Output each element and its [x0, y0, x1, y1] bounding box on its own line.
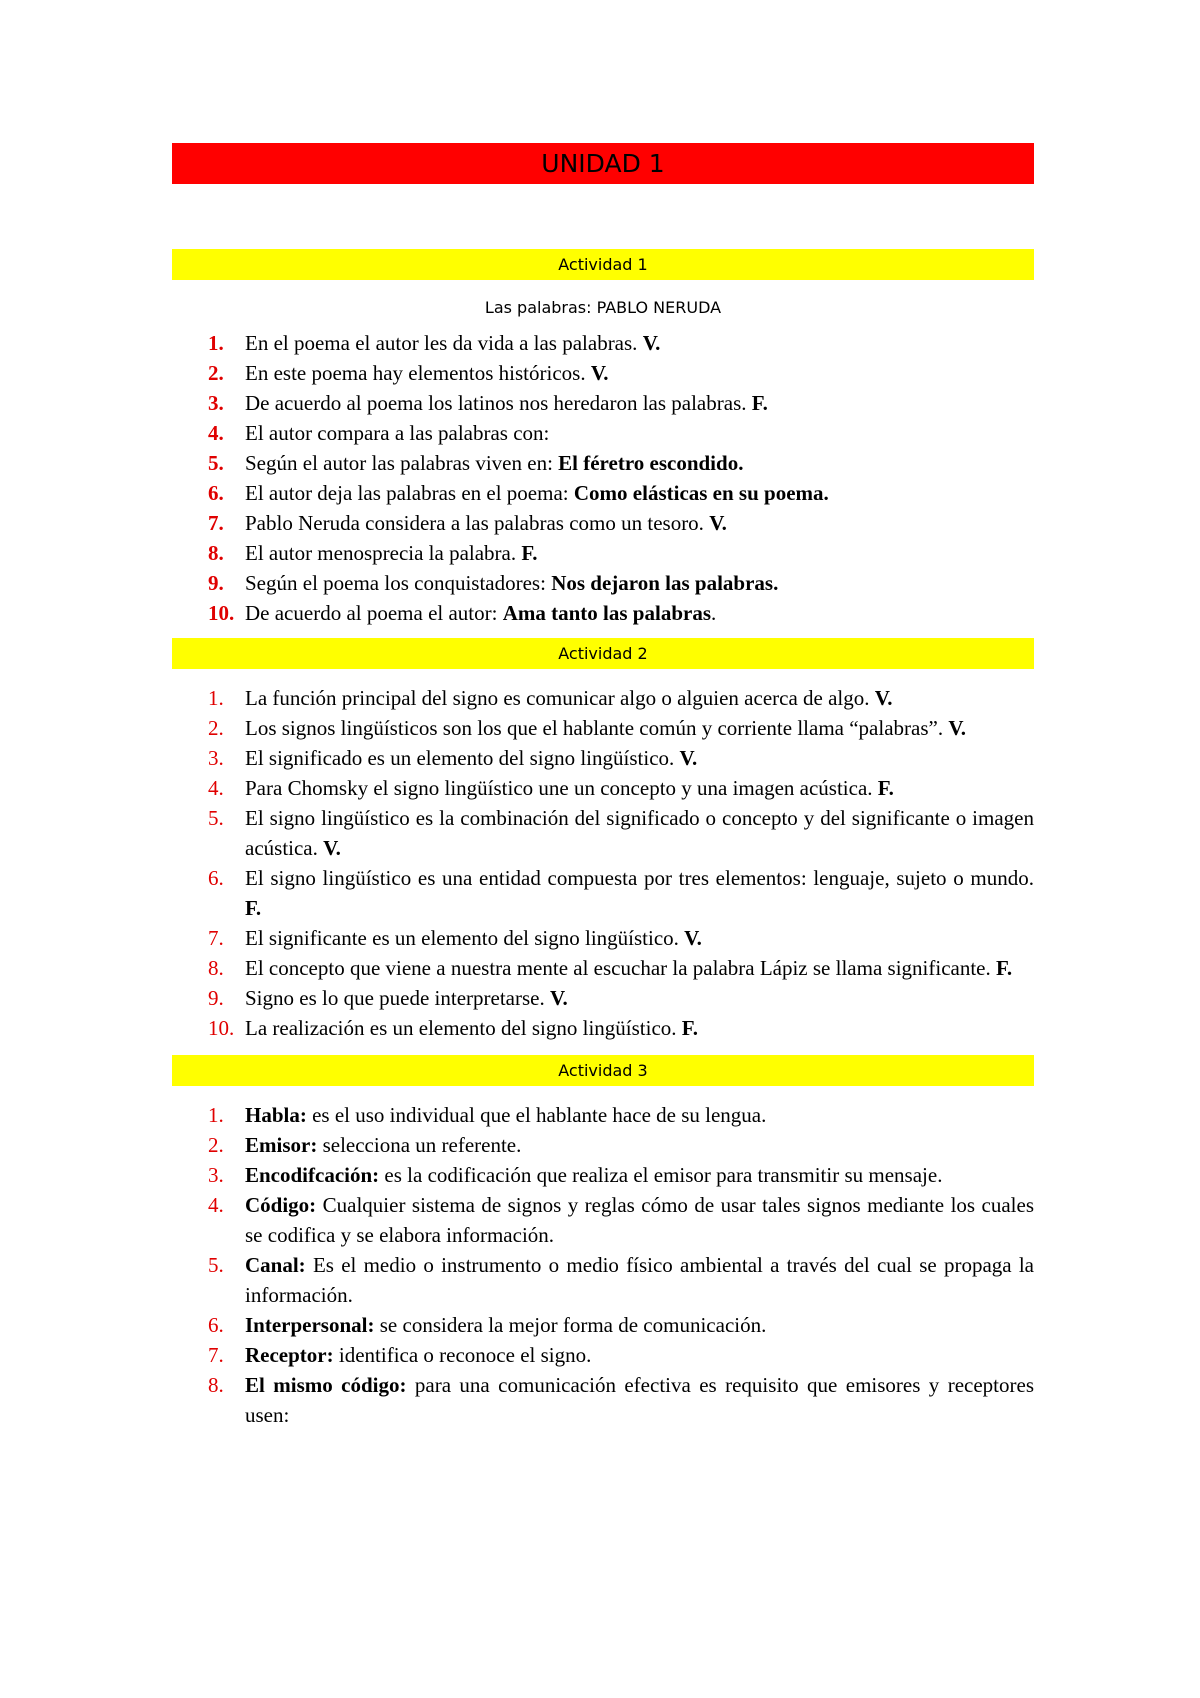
item-text: se considera la mejor forma de comunicación. [374, 1313, 767, 1337]
item-answer: F. [877, 776, 894, 800]
activity-2-list [172, 683, 1034, 1043]
list-item [172, 1100, 1034, 1130]
list-item [172, 1190, 1034, 1250]
item-term: Emisor: [245, 1133, 318, 1157]
item-number: 7. [208, 926, 224, 950]
item-text: El autor menosprecia la palabra. [245, 541, 522, 565]
item-term: Receptor: [245, 1343, 334, 1367]
document-page [172, 143, 1034, 1442]
item-number: 5. [208, 806, 224, 830]
list-item [172, 1250, 1034, 1310]
list-item [172, 568, 1034, 598]
item-term: Encodifcación: [245, 1163, 380, 1187]
item-answer: F. [521, 541, 538, 565]
item-number: 10. [208, 601, 235, 625]
list-item [172, 418, 1034, 448]
item-answer: F. [751, 391, 768, 415]
unit-title: UNIDAD 1 [172, 143, 1034, 184]
list-item [172, 863, 1034, 923]
item-number: 9. [208, 986, 224, 1010]
item-number: 1. [208, 686, 224, 710]
item-number: 2. [208, 1133, 224, 1157]
item-number: 8. [208, 541, 224, 565]
list-item [172, 743, 1034, 773]
item-number: 8. [208, 956, 224, 980]
item-text: Según el poema los conquistadores: [245, 571, 552, 595]
activity-1-subtitle: Las palabras: PABLO NERUDA [484, 298, 722, 317]
list-item [172, 1340, 1034, 1370]
item-answer: F. [245, 896, 262, 920]
item-number: 10. [208, 1016, 235, 1040]
list-item [172, 683, 1034, 713]
item-text: El autor compara a las palabras con: [245, 421, 550, 445]
item-text: identifica o reconoce el signo. [333, 1343, 592, 1367]
item-term: Canal: [245, 1253, 306, 1277]
item-number: 4. [208, 421, 224, 445]
item-number: 3. [208, 1163, 224, 1187]
item-number: 4. [208, 1193, 224, 1217]
item-answer: V. [550, 986, 568, 1010]
list-item [172, 803, 1034, 863]
item-text: Para Chomsky el signo lingüístico une un concepto y una imagen acústica. [245, 776, 878, 800]
item-number: 6. [208, 866, 224, 890]
item-number: 2. [208, 716, 224, 740]
item-text: El significado es un elemento del signo lingüístico. [245, 746, 680, 770]
item-term: El mismo código: [245, 1373, 407, 1397]
activity-2-heading: Actividad 2 [172, 638, 1034, 669]
list-item [172, 508, 1034, 538]
item-number: 1. [208, 331, 224, 355]
item-number: 1. [208, 1103, 224, 1127]
item-term: Interpersonal: [245, 1313, 375, 1337]
item-text: Es el medio o instrumento o medio físico ambiental a través del cual se propaga la información. [245, 1253, 1034, 1307]
item-text: En este poema hay elementos históricos. [245, 361, 591, 385]
item-text: La función principal del signo es comunicar algo o alguien acerca de algo. [245, 686, 875, 710]
item-text: De acuerdo al poema los latinos nos heredaron las palabras. [245, 391, 752, 415]
item-answer: V. [709, 511, 727, 535]
item-text: En el poema el autor les da vida a las palabras. [245, 331, 643, 355]
item-text: De acuerdo al poema el autor: [245, 601, 503, 625]
item-answer: F. [996, 956, 1013, 980]
list-item [172, 773, 1034, 803]
item-number: 6. [208, 481, 224, 505]
item-answer: F. [681, 1016, 698, 1040]
item-text: Signo es lo que puede interpretarse. [245, 986, 550, 1010]
item-answer: V. [948, 716, 967, 740]
item-text: Los signos lingüísticos son los que el hablante común y corriente llama “palabras”. [245, 716, 949, 740]
item-answer: V. [874, 686, 893, 710]
item-number: 8. [208, 1373, 224, 1397]
item-answer: El féretro escondido. [558, 451, 744, 475]
list-item [172, 1130, 1034, 1160]
item-number: 3. [208, 746, 224, 770]
item-answer: Nos dejaron las palabras. [551, 571, 779, 595]
item-term: Habla: [245, 1103, 307, 1127]
list-item [172, 478, 1034, 508]
item-answer: V. [679, 746, 698, 770]
item-number: 4. [208, 776, 224, 800]
item-number: 2. [208, 361, 224, 385]
item-text: El autor deja las palabras en el poema: [245, 481, 574, 505]
activity-1-heading: Actividad 1 [172, 249, 1034, 280]
list-item [172, 1310, 1034, 1340]
list-item [172, 358, 1034, 388]
item-tail: . [711, 601, 717, 625]
item-answer: V. [323, 836, 341, 860]
item-answer: V. [684, 926, 702, 950]
item-number: 3. [208, 391, 224, 415]
list-item [172, 713, 1034, 743]
list-item [172, 598, 1034, 628]
item-text: Cualquier sistema de signos y reglas cómo de usar tales signos mediante los cuales se codifica y se elabora información. [245, 1193, 1034, 1247]
item-text: El significante es un elemento del signo lingüístico. [245, 926, 685, 950]
item-text: para una comunicación efectiva es requisito que emisores y receptores usen: [245, 1373, 1034, 1427]
list-item [172, 1160, 1034, 1190]
item-answer: Como elásticas en su poema. [573, 481, 829, 505]
list-item [172, 1013, 1034, 1043]
item-text: selecciona un referente. [317, 1133, 522, 1157]
activity-3-list [172, 1100, 1034, 1430]
item-text: La realización es un elemento del signo lingüístico. [245, 1016, 682, 1040]
item-text: Según el autor las palabras viven en: [245, 451, 559, 475]
item-text: El concepto que viene a nuestra mente al escuchar la palabra Lápiz se llama significante. [245, 956, 996, 980]
item-number: 6. [208, 1313, 224, 1337]
item-term: Código: [245, 1193, 317, 1217]
item-text: es el uso individual que el hablante hace de su lengua. [306, 1103, 767, 1127]
list-item [172, 448, 1034, 478]
item-number: 7. [208, 511, 224, 535]
item-answer: V. [642, 331, 661, 355]
list-item [172, 328, 1034, 358]
list-item [172, 538, 1034, 568]
list-item [172, 1370, 1034, 1430]
item-number: 5. [208, 1253, 224, 1277]
item-number: 7. [208, 1343, 224, 1367]
list-item [172, 388, 1034, 418]
item-number: 5. [208, 451, 224, 475]
item-answer: Ama tanto las palabras [502, 601, 711, 625]
item-text: es la codificación que realiza el emisor para transmitir su mensaje. [379, 1163, 943, 1187]
item-number: 9. [208, 571, 224, 595]
item-text: El signo lingüístico es la combinación del significado o concepto y del significante o imagen acústica. [245, 806, 1034, 860]
list-item [172, 953, 1034, 983]
activity-3-heading: Actividad 3 [172, 1055, 1034, 1086]
list-item [172, 983, 1034, 1013]
activity-1-list [172, 328, 1034, 628]
item-text: Pablo Neruda considera a las palabras como un tesoro. [245, 511, 710, 535]
item-text: El signo lingüístico es una entidad compuesta por tres elementos: lenguaje, sujeto o mundo. [245, 866, 1034, 890]
item-answer: V. [590, 361, 609, 385]
list-item [172, 923, 1034, 953]
